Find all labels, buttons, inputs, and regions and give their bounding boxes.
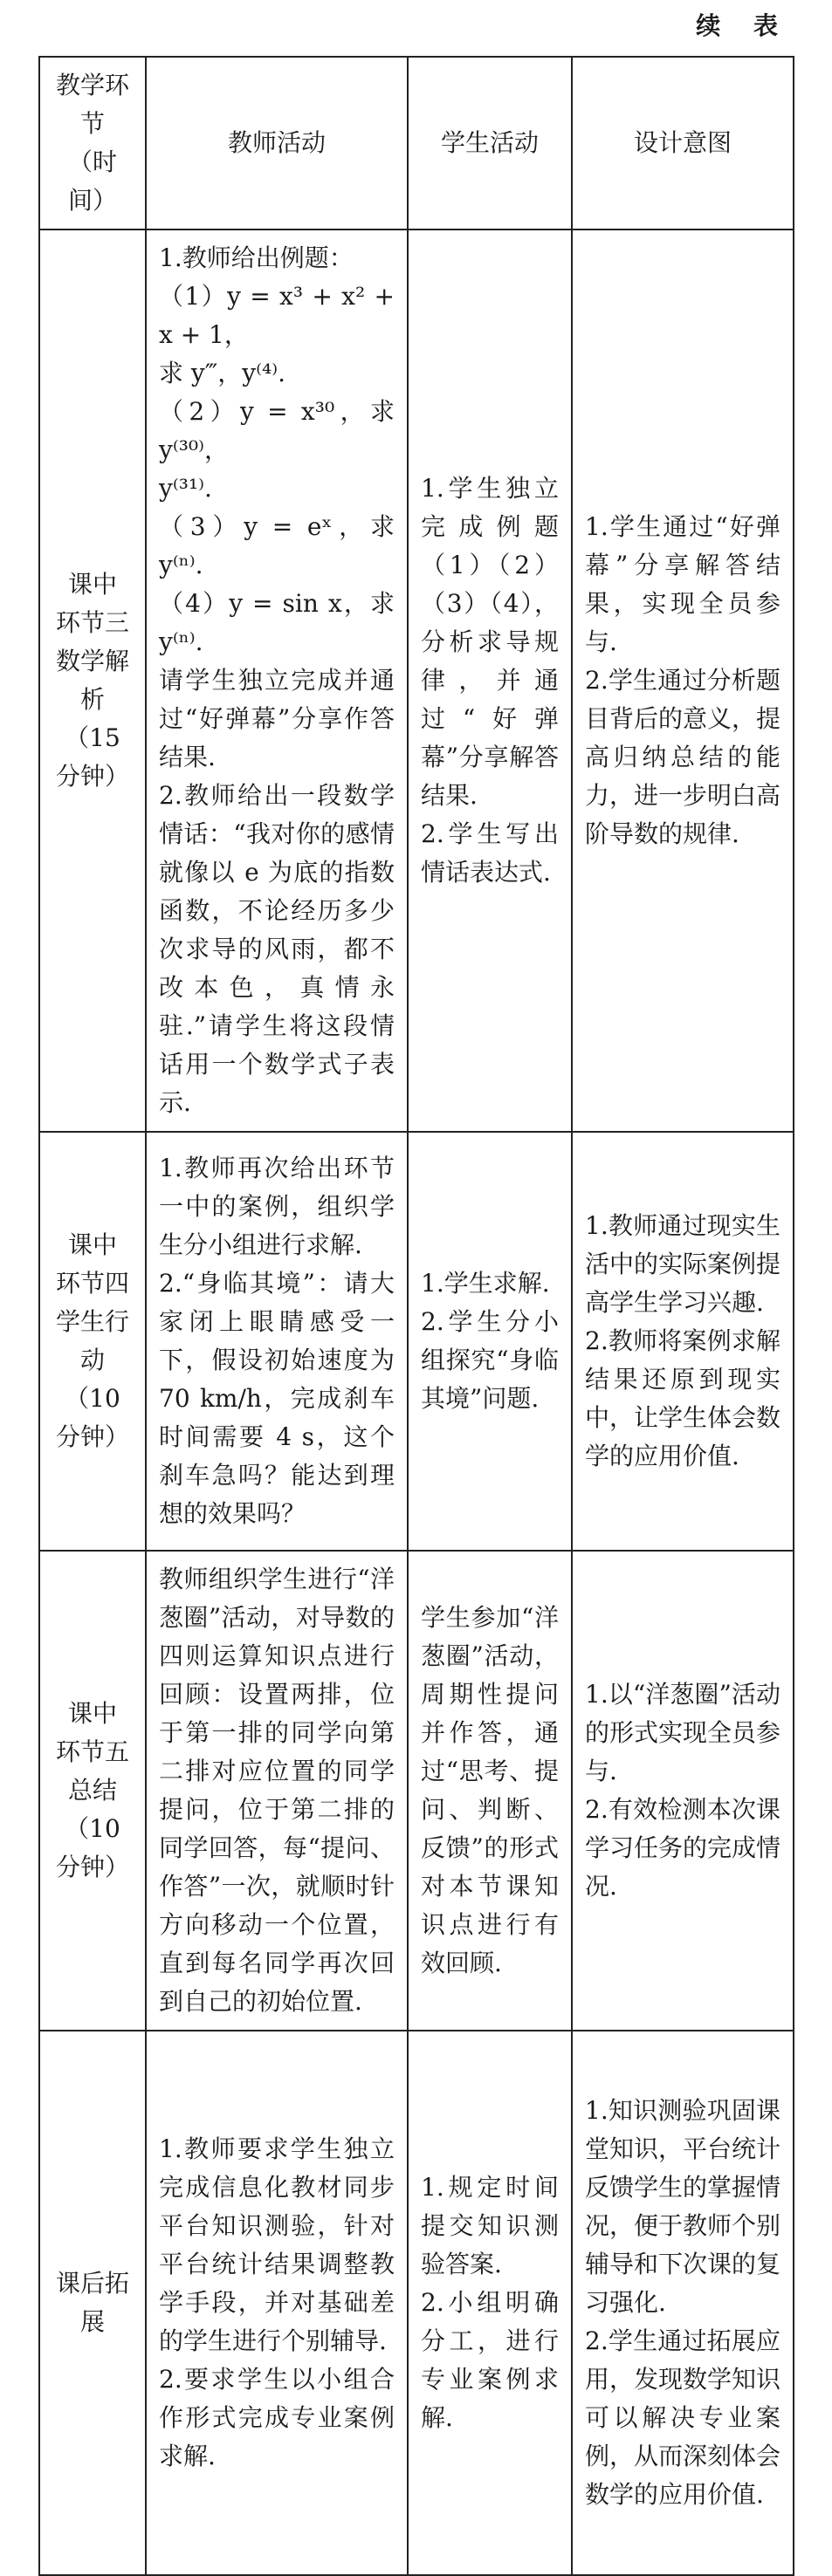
- student-activity-text: 2.学生写出情话表达式.: [421, 819, 559, 887]
- design-intent-text: 2.学生通过分析题目背后的意义，提高归纳总结的能力，进一步明白高阶导数的规律.: [585, 666, 781, 848]
- design-intent-text: 1.学生通过“好弹幕”分享解答结果，实现全员参与.: [585, 512, 780, 656]
- student-activity-cell: [408, 230, 572, 1132]
- header-stage-line: （时间）: [67, 147, 117, 215]
- stage-line: 环节五: [55, 1737, 129, 1766]
- teacher-activity-cell: [146, 1551, 408, 2031]
- teacher-activity-text: 1.教师给出例题：: [159, 243, 354, 272]
- stage-line: 课中: [67, 570, 117, 599]
- teacher-activity-text: （1）y = x³ + x² + x + 1，: [159, 282, 395, 349]
- teacher-activity-text: 2.要求学生以小组合作形式完成专业案例求解.: [159, 2365, 395, 2470]
- stage-cell: [39, 1551, 146, 2031]
- teacher-activity-text: （4）y = sin x，求 y⁽ⁿ⁾.: [159, 589, 395, 656]
- design-intent-text: 2.有效检测本次课学习任务的完成情况.: [585, 1795, 781, 1901]
- teacher-activity-text: y⁽³¹⁾.: [159, 474, 212, 503]
- header-stage: [39, 57, 146, 230]
- teacher-activity-text: 1.教师要求学生独立完成信息化教材同步平台知识测验，针对平台统计结果调整教学手段，并对基础差的学生进行个别辅导.: [159, 2134, 395, 2355]
- student-activity-text: 1.学生独立完成例题（1）（2）（3）（4），分析求导规律，并通过“好弹幕”分享解答结果.: [421, 474, 559, 810]
- stage-line: 数学解析: [55, 647, 129, 714]
- teacher-activity-text: 教师组织学生进行“洋葱圈”活动，对导数的四则运算知识点进行回顾：设置两排，位于第一排的同学向第二排对应位置的同学提问，位于第二排的同学回答，每“提问、作答”一次，就顺时针方向移动一个位置，直到每名同学再次回到自己的初始位置.: [159, 1565, 395, 2016]
- teacher-activity-text: 2.“身临其境”：请大家闭上眼睛感受一下，假设初始速度为 70 km/h，完成刹车时间需要 4 s，这个刹车急吗？能达到理想的效果吗？: [159, 1269, 395, 1528]
- student-activity-cell: [408, 1551, 572, 2031]
- stage-cell: [39, 1132, 146, 1551]
- design-intent-text: 2.学生通过拓展应用，发现数学知识可以解决专业案例，从而深刻体会数学的应用价值.: [585, 2326, 781, 2509]
- student-activity-text: 1.学生求解.: [421, 1269, 550, 1298]
- design-intent-cell: [572, 2031, 794, 2575]
- table-row: [39, 1551, 794, 2031]
- teacher-activity-cell: [146, 2031, 408, 2575]
- stage-line: 总结: [67, 1776, 117, 1805]
- header-design: 设计意图: [572, 57, 794, 230]
- teacher-activity-text: （2）y = x³⁰，求 y⁽³⁰⁾，: [159, 397, 395, 464]
- stage-line: 学生行动: [55, 1307, 129, 1374]
- student-activity-text: 学生参加“洋葱圈”活动，周期性提问并作答，通过“思考、提问、判断、反馈”的形式对本节课知识点进行有效回顾.: [421, 1603, 559, 1977]
- table-row: [39, 230, 794, 1132]
- header-teacher: 教师活动: [146, 57, 408, 230]
- stage-line: （15 分钟）: [55, 723, 129, 791]
- header-student: 学生活动: [408, 57, 572, 230]
- teacher-activity-cell: [146, 230, 408, 1132]
- header-row: [39, 57, 794, 230]
- student-activity-text: 2.学生分小组探究“身临其境”问题.: [421, 1307, 559, 1413]
- table-caption: 续 表: [696, 11, 790, 40]
- stage-line: 课中: [67, 1230, 117, 1259]
- teacher-activity-cell: [146, 1132, 408, 1551]
- design-intent-cell: [572, 230, 794, 1132]
- teacher-activity-text: （3）y = eˣ，求 y⁽ⁿ⁾.: [159, 512, 395, 579]
- lesson-plan-table: [38, 56, 794, 2576]
- design-intent-text: 2.教师将案例求解结果还原到现实中，让学生体会数学的应用价值.: [585, 1326, 781, 1470]
- stage-line: 环节四: [55, 1269, 129, 1298]
- table-row: [39, 2031, 794, 2575]
- header-stage-line: 教学环节: [55, 71, 129, 138]
- stage-line: （10 分钟）: [55, 1384, 129, 1451]
- student-activity-text: 2.小组明确分工，进行专业案例求解.: [421, 2288, 559, 2432]
- stage-line: 课中: [67, 1699, 117, 1728]
- teacher-activity-text: 求 y‴，y⁽⁴⁾.: [159, 359, 285, 387]
- student-activity-cell: [408, 1132, 572, 1551]
- design-intent-text: 1.知识测验巩固课堂知识，平台统计反馈学生的掌握情况，便于教师个别辅导和下次课的复习强化.: [585, 2096, 781, 2317]
- teacher-activity-text: 2.教师给出一段数学情话：“我对你的感情就像以 e 为底的指数函数，不论经历多少次求导的风雨，都不改本色，真情永驻.”请学生将这段情话用一个数学式子表示.: [159, 781, 395, 1117]
- design-intent-text: 1.教师通过现实生活中的实际案例提高学生学习兴趣.: [585, 1211, 781, 1317]
- stage-line: 课后拓展: [55, 2269, 129, 2336]
- design-intent-text: 1.以“洋葱圈”活动的形式实现全员参与.: [585, 1680, 781, 1785]
- student-activity-text: 1.规定时间提交知识测验答案.: [421, 2173, 559, 2278]
- stage-line: 环节三: [55, 608, 129, 637]
- stage-cell: [39, 230, 146, 1132]
- teacher-activity-text: 请学生独立完成并通过“好弹幕”分享作答结果.: [159, 666, 395, 771]
- student-activity-cell: [408, 2031, 572, 2575]
- design-intent-cell: [572, 1132, 794, 1551]
- table-row: [39, 1132, 794, 1551]
- teacher-activity-text: 1.教师再次给出环节一中的案例，组织学生分小组进行求解.: [159, 1154, 395, 1259]
- stage-cell: [39, 2031, 146, 2575]
- design-intent-cell: [572, 1551, 794, 2031]
- stage-line: （10 分钟）: [55, 1814, 129, 1881]
